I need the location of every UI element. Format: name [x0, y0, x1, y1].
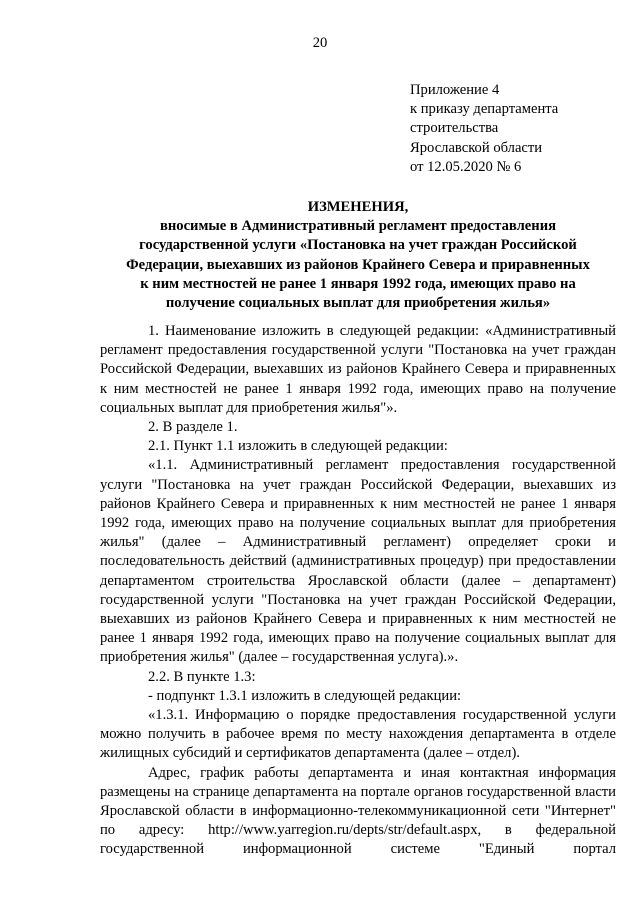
appendix-line: Ярославской области [410, 139, 543, 156]
title-line: к ним местностей не ранее 1 января 1992 года, имеющих право на [140, 275, 576, 292]
paragraph: 2.2. В пункте 1.3: [148, 668, 256, 685]
title-line: ИЗМЕНЕНИЯ, [307, 199, 409, 215]
paragraph: «1.3.1. Информацию о порядке предоставления государственной услуги можно получить в рабочее время по месту нахождения департамента в отделе жилищных субсидий и сертификатов департамента (далее – отдел). [100, 707, 616, 762]
paragraph: 2.1. Пункт 1.1 изложить в следующей редакции: [148, 438, 448, 455]
document-title [100, 198, 616, 313]
paragraph: 2. В разделе 1. [148, 419, 238, 436]
paragraph: Адрес, график работы департамента и иная контактная информация размещены на странице департамента на портале органов государственной власти Ярославской области в информационно-телекоммуникационной сети "Интернет" по адресу: http://www.yarregion.ru/depts/str/default.aspx, в федеральной государственной информационной системе "Единый портал [100, 764, 616, 858]
paragraph: «1.1. Административный регламент предоставления государственной услуги "Постановка на учет граждан Российской Федерации, выехавших из районов Крайнего Севера и приравненных к ним местностей не ранее 1 января 1992 года, имеющих право на получение социальных выплат для приобретения жилья" (далее – Административный регламент) определяет сроки и последовательность действий (административных процедур) при предоставлении департаментом строительства Ярославской области (далее – департамент) государственной услуги "Постановка на учет граждан Российской Федерации, выехавших из районов Крайнего Севера и приравненных к ним местностей не ранее 1 января 1992 года, имеющих право на получение социальных выплат для приобретения жилья" (далее – государственная услуга).». [100, 457, 616, 666]
appendix-line: к приказу департамента [410, 101, 559, 118]
title-line: вносимые в Административный регламент предоставления [159, 218, 556, 235]
paragraph: 1. Наименование изложить в следующей редакции: «Административный регламент предоставления государственной услуги "Постановка на учет граждан Российской Федерации, выехавших из районов Крайнего Севера и приравненных к ним местностей не ранее 1 января 1992 года, имеющих право на получение социальных выплат для приобретения жилья"». [100, 323, 616, 416]
document-body [100, 322, 616, 860]
title-line: государственной услуги «Постановка на учет граждан Российской [139, 237, 577, 254]
page-number: 20 [312, 35, 328, 51]
appendix-block [410, 81, 630, 177]
appendix-line: строительства [410, 120, 499, 137]
title-line: Федерации, выехавших из районов Крайнего Севера и приравненных [126, 256, 590, 273]
appendix-line: от 12.05.2020 № 6 [410, 158, 522, 175]
appendix-line: Приложение 4 [410, 82, 500, 98]
title-line: получение социальных выплат для приобретения жилья» [165, 295, 551, 312]
paragraph: - подпункт 1.3.1 изложить в следующей редакции: [148, 687, 462, 704]
